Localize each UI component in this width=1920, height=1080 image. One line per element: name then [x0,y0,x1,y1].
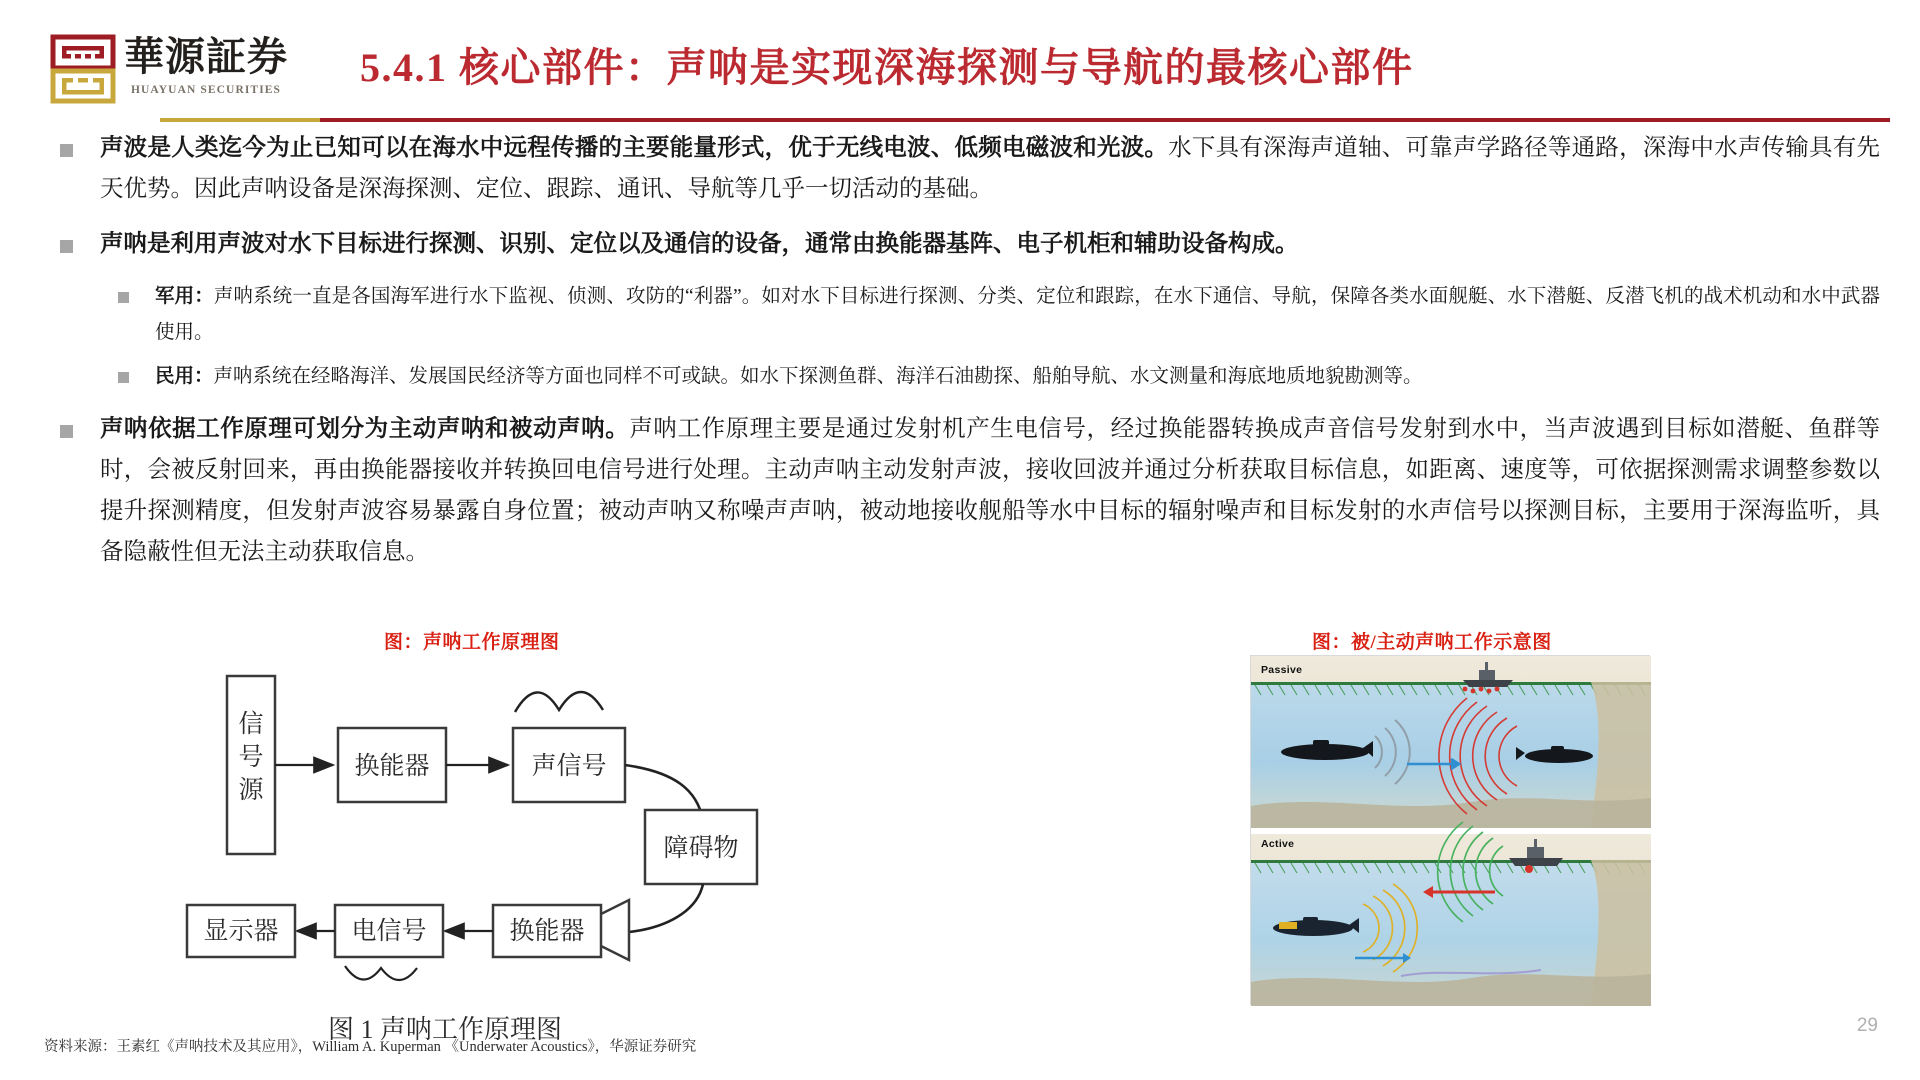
slide-body [0,128,1920,573]
panel-label-active: Active [1261,838,1295,850]
panel-label-passive: Passive [1261,664,1303,676]
spacer [0,265,1920,279]
node-signal-source-label-2: 号 [238,744,264,771]
bullet-lead: 声波是人类迄今为止已知可以在海水中远程传播的主要能量形式，优于无线电波、低频电磁波和光波。 [100,135,1169,161]
bullet-text [100,409,1880,573]
sub-bullet-rest: 声呐系统一直是各国海军进行水下监视、侦测、攻防的“利器”。如对水下目标进行探测、分类、定位和跟踪，在水下通信、导航，保障各类水面舰艇、水下潜艇、反潜飞机的战术机动和水中武器使用。 [155,286,1880,343]
panel-passive [1251,656,1651,828]
bullet-rest: 声呐工作原理主要是通过发射机产生电信号，经过换能器转换成声音信号发射到水中，当声波遇到目标如潜艇、鱼群等时，会被反射回来，再由换能器接收并转换回电信号进行处理。主动声呐主动发射声波，接收回波并通过分析获取目标信息，如距离、速度等，可依据探测需求调整参数以提升探测精度，但发射声波容易暴露自身位置；被动声呐又称噪声声呐，被动地接收舰船等水中目标的辐射噪声和目标发射的水声信号以探测目标，主要用于深海监听，具备隐蔽性但无法主动获取信息。 [100,416,1881,565]
node-obstacle-label: 障碍物 [663,835,739,862]
figure-caption-right: 图：被/主动声呐工作示意图 [1312,632,1552,653]
header-rule-gold [160,118,320,122]
figure-caption-left: 图：声呐工作原理图 [384,632,560,653]
node-display-label: 显示器 [203,918,279,945]
bullet-marker-icon [60,425,73,438]
slide-header [0,0,1920,130]
node-transducer-tx-label: 换能器 [354,753,430,780]
brand-name-cn: 華源証券 [124,34,288,79]
bullet-item [0,128,1920,210]
sub-bullet-text [155,359,1880,395]
bullet-lead: 声呐依据工作原理可划分为主动声呐和被动声呐。 [100,416,630,442]
bullet-item [0,224,1920,265]
diagram-figure-caption: 图 1 声呐工作原理图 [327,1015,563,1044]
brand-name-en: HUAYUAN SECURITIES [130,84,282,96]
node-signal-source-label-3: 源 [238,777,264,804]
bullet-item [0,409,1920,573]
sub-bullet-item [0,279,1920,351]
panel-active [1251,822,1651,1006]
sub-bullet-marker-icon [118,372,129,383]
wave-top-icon [515,692,603,712]
sub-bullet-marker-icon [118,292,129,303]
bullet-text [100,128,1880,210]
sonar-principle-diagram [203,660,905,1044]
bullet-rest: 水下具有深海声道轴、可靠声学路径等通路，深海中水声传输具有先天优势。因此声呐设备是深海探测、定位、跟踪、通讯、导航等几乎一切活动的基础。 [100,135,1880,202]
passive-active-sonar-illustration [1250,655,1650,1005]
bullet-lead: 声呐是利用声波对水下目标进行探测、识别、定位以及通信的设备，通常由换能器基阵、电子机柜和辅助设备构成。 [100,231,1299,257]
huayuan-logo-icon [52,36,114,102]
spacer [0,210,1920,224]
node-transducer-rx-label: 换能器 [509,918,585,945]
sub-bullet-text [155,279,1880,351]
source-note: 资料来源：王素红《声呐技术及其应用》，William A. Kuperman 《Underwater Acoustics》，华源证券研究 [44,1039,697,1055]
brand-logo [52,36,288,102]
sub-bullet-lead: 军用： [155,286,214,307]
spacer [0,395,1920,409]
page-number: 29 [1856,1015,1878,1036]
receiver-horn-icon [599,900,629,960]
active-source-marker-icon [1525,865,1533,873]
sub-bullet-lead: 民用： [155,366,214,387]
bullet-text [100,224,1880,265]
sub-bullet-rest: 声呐系统在经略海洋、发展国民经济等方面也同样不可或缺。如水下探测鱼群、海洋石油勘探、船舶导航、水文测量和海底地质地貌勘测等。 [213,366,1423,387]
sub-bullet-item [0,359,1920,395]
node-signal-source-label-1: 信 [238,711,264,738]
link-obstacle-to-transducer-rx [629,884,703,932]
wave-bottom-icon [345,966,417,980]
node-acoustic-signal-label: 声信号 [531,753,607,780]
page-title: 5.4.1 核心部件：声呐是实现深海探测与导航的最核心部件 [360,45,1414,90]
node-electric-signal-label: 电信号 [351,918,427,945]
header-rule-red [320,118,1890,122]
bullet-marker-icon [60,144,73,157]
spacer [0,351,1920,359]
bullet-marker-icon [60,240,73,253]
